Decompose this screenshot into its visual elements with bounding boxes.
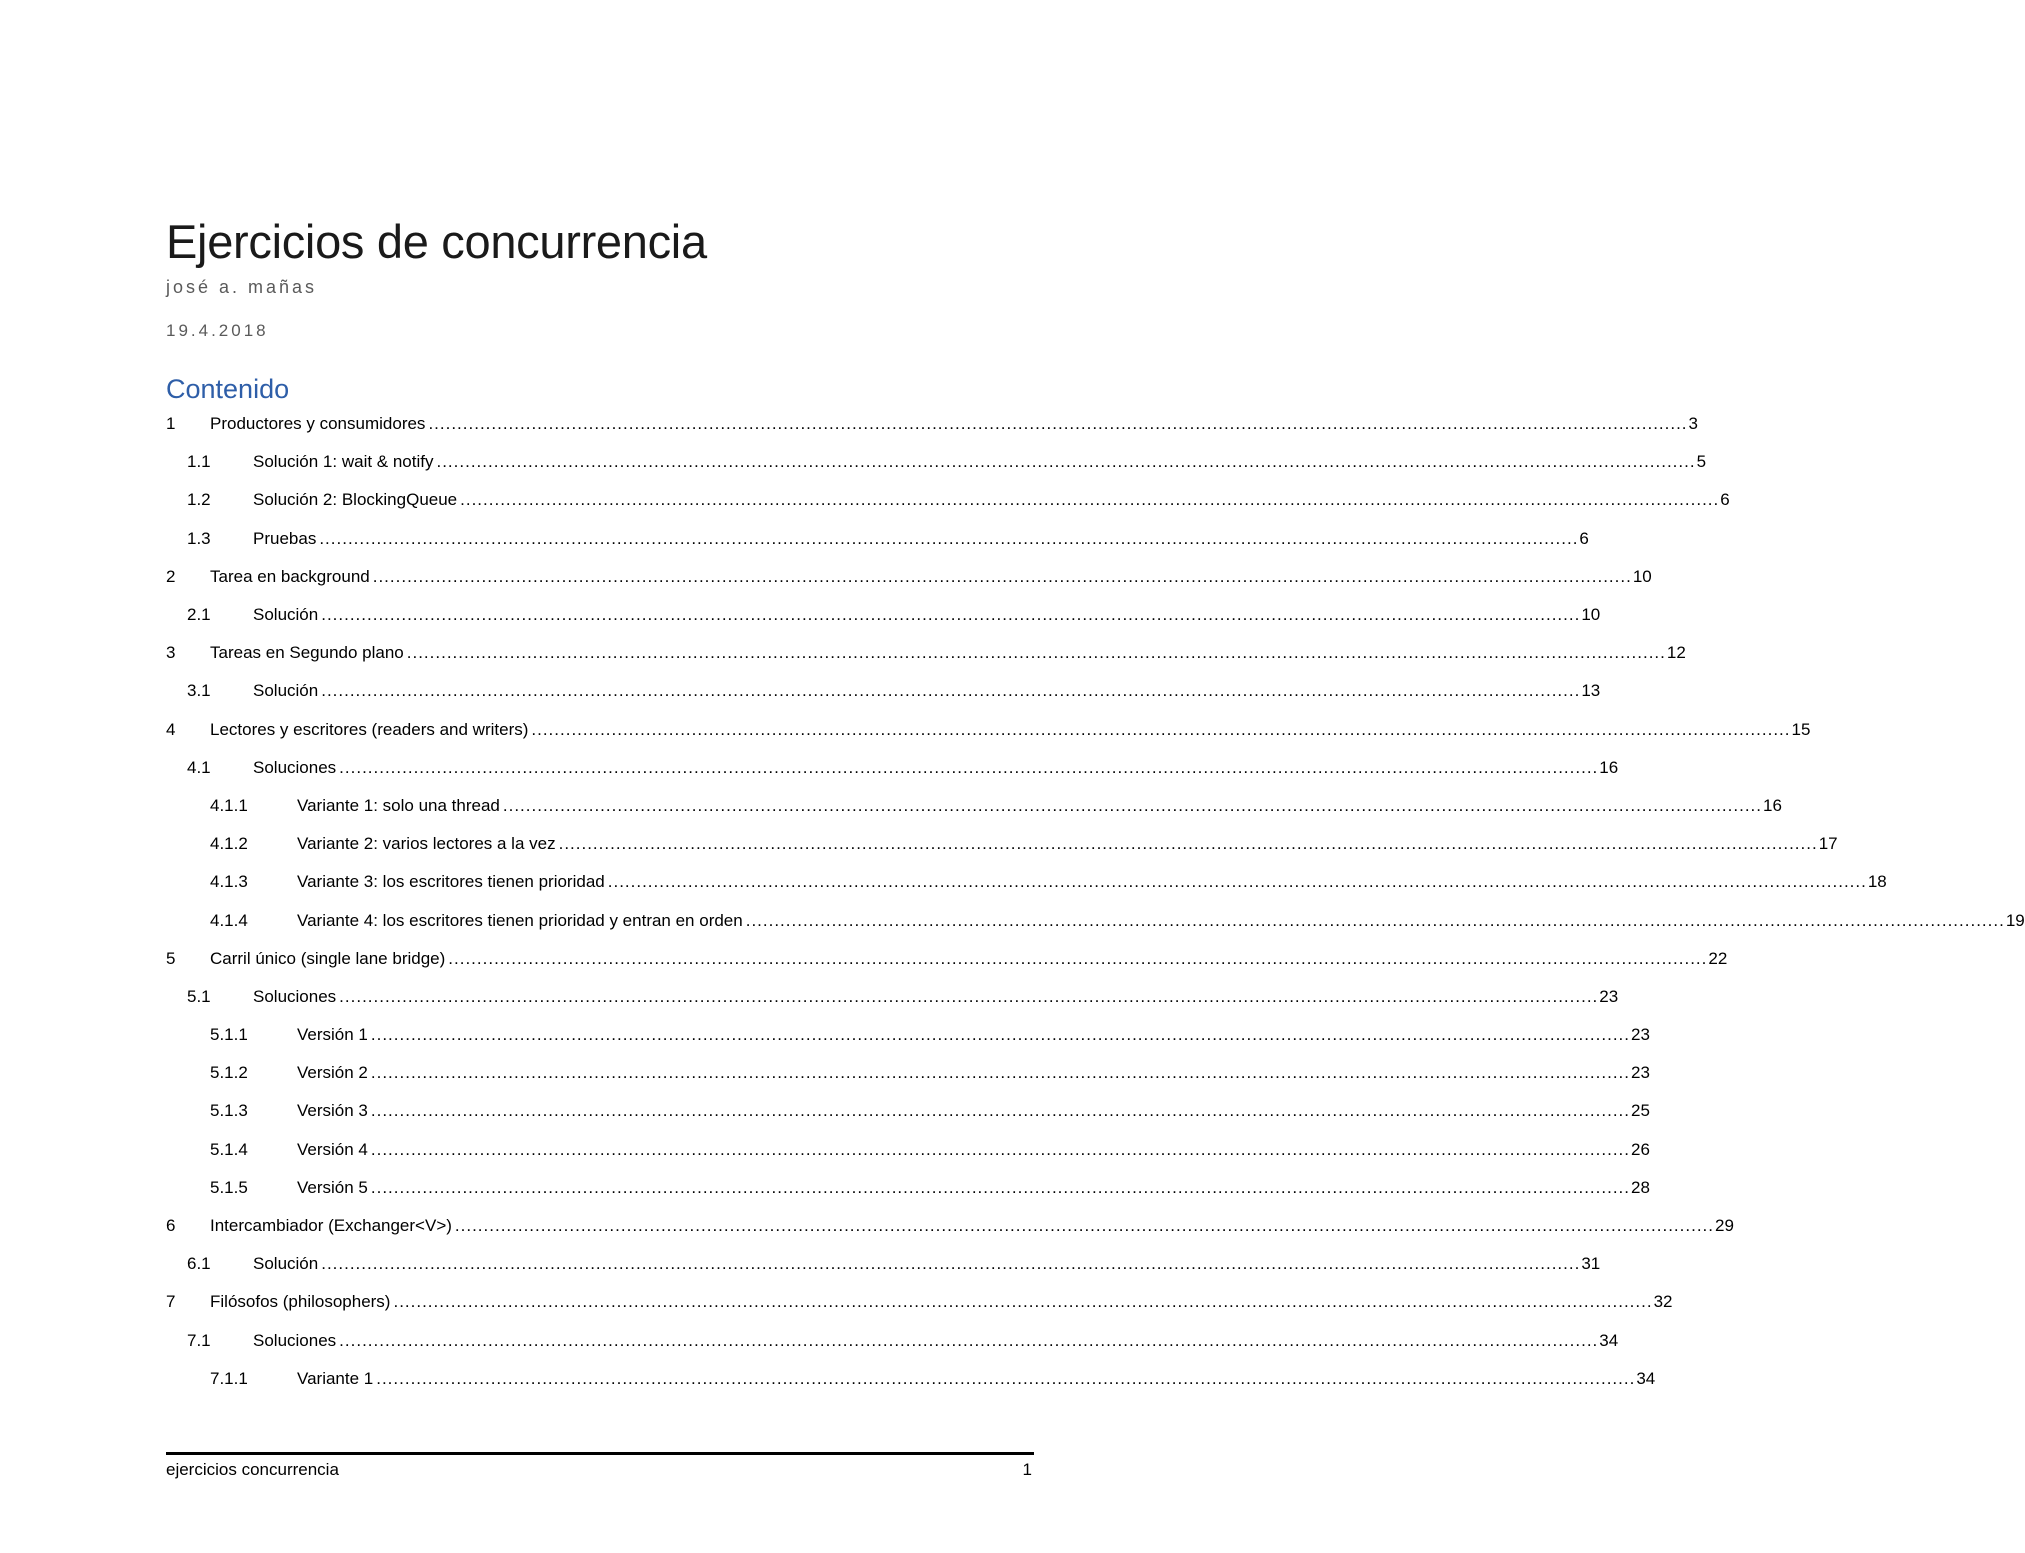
toc-entry[interactable]	[166, 749, 1619, 787]
toc-entry-title: Variante 3: los escritores tienen prioridad	[297, 872, 608, 892]
toc-entry[interactable]	[166, 1283, 1673, 1321]
toc-dot-leader: ............................................................................................................................................................................................................................	[502, 795, 1762, 815]
toc-entry-title: Soluciones	[253, 1331, 339, 1351]
toc-entry-number: 5.1.1	[210, 1025, 248, 1045]
toc-entry-page: 29	[1715, 1216, 1734, 1236]
toc-entry[interactable]	[166, 1054, 1650, 1092]
toc-entry-line	[253, 986, 1619, 1007]
toc-entry-line	[210, 414, 1698, 434]
document-author: josé a. mañas	[166, 277, 318, 297]
toc-entry-line	[210, 1216, 1734, 1236]
toc-entry-title: Solución 1: wait & notify	[253, 452, 436, 472]
toc-entry-title: Filósofos (philosophers)	[210, 1292, 393, 1312]
toc-entry[interactable]	[166, 1360, 1656, 1398]
toc-entry-number: 7.1.1	[210, 1368, 248, 1388]
toc-entry-number: 1.1	[187, 452, 211, 472]
document-title: Ejercicios de concurrencia	[166, 215, 707, 268]
toc-entry[interactable]	[166, 1245, 1601, 1283]
toc-entry-title: Versión 3	[297, 1101, 371, 1121]
toc-entry[interactable]	[166, 711, 1811, 749]
toc-entry-line	[253, 528, 1589, 549]
table-of-contents	[166, 405, 2025, 1398]
toc-entry-number: 4.1	[187, 757, 211, 777]
toc-entry-number: 2	[166, 566, 176, 586]
toc-entry-line	[210, 948, 1728, 969]
toc-entry-page: 32	[1653, 1292, 1673, 1312]
toc-entry[interactable]	[166, 1322, 1619, 1360]
toc-dot-leader: ............................................................................................................................................................................................................................	[339, 757, 1599, 777]
toc-entry[interactable]	[166, 940, 1728, 978]
toc-entry-line	[253, 490, 1730, 510]
toc-entry-line	[297, 795, 1782, 816]
toc-entry-page: 12	[1666, 643, 1686, 663]
toc-entry-page: 23	[1599, 986, 1619, 1006]
footer-rule	[166, 1452, 1034, 1455]
toc-entry-page: 6	[1720, 490, 1730, 510]
toc-entry[interactable]	[166, 520, 1589, 558]
toc-entry-title: Intercambiador (Exchanger<V>)	[210, 1216, 455, 1236]
toc-entry[interactable]	[166, 1207, 1734, 1245]
toc-entry-page: 23	[1630, 1063, 1650, 1083]
toc-dot-leader: ............................................................................................................................................................................................................................	[339, 986, 1599, 1006]
toc-entry-title: Soluciones	[253, 987, 339, 1007]
toc-entry-number: 6.1	[187, 1254, 211, 1274]
toc-dot-leader: ............................................................................................................................................................................................................................	[321, 1254, 1581, 1274]
toc-entry-number: 5.1.5	[210, 1177, 248, 1197]
toc-entry-page: 15	[1791, 719, 1811, 739]
toc-entry-line	[253, 681, 1601, 701]
toc-entry-number: 5	[166, 948, 176, 968]
toc-entry-title: Versión 2	[297, 1063, 371, 1083]
toc-dot-leader: ............................................................................................................................................................................................................................	[339, 1330, 1599, 1350]
toc-dot-leader: ............................................................................................................................................................................................................................	[370, 1177, 1630, 1197]
toc-entry[interactable]	[166, 481, 1730, 519]
toc-entry[interactable]	[166, 1016, 1650, 1054]
toc-entry-number: 4.1.4	[210, 910, 248, 930]
toc-entry-page: 16	[1599, 757, 1619, 777]
toc-entry-line	[297, 1063, 1650, 1083]
toc-entry-page: 18	[1867, 872, 1887, 892]
toc-dot-leader: ............................................................................................................................................................................................................................	[370, 1139, 1630, 1159]
toc-entry-title: Variante 1: solo una thread	[297, 796, 503, 816]
toc-entry-page: 10	[1632, 566, 1652, 586]
toc-dot-leader: ............................................................................................................................................................................................................................	[321, 605, 1581, 625]
toc-entry[interactable]	[166, 596, 1601, 634]
toc-entry[interactable]	[166, 863, 1887, 901]
toc-entry-page: 28	[1630, 1177, 1650, 1197]
toc-entry-title: Tarea en background	[210, 567, 373, 587]
toc-entry-line	[210, 566, 1652, 587]
toc-dot-leader: ............................................................................................................................................................................................................................	[321, 681, 1581, 701]
toc-entry[interactable]	[166, 978, 1619, 1016]
toc-entry-line	[210, 1292, 1673, 1312]
toc-entry-page: 3	[1688, 414, 1698, 434]
toc-entry[interactable]	[166, 787, 1782, 825]
toc-entry-title: Soluciones	[253, 758, 339, 778]
toc-entry-title: Lectores y escritores (readers and writers)	[210, 720, 531, 740]
toc-entry-line	[297, 1025, 1650, 1045]
toc-dot-leader: ............................................................................................................................................................................................................................	[428, 414, 1688, 434]
toc-entry-page: 22	[1708, 948, 1728, 968]
toc-entry-number: 4.1.1	[210, 795, 248, 815]
toc-entry-number: 5.1.3	[210, 1101, 248, 1121]
toc-entry-title: Pruebas	[253, 529, 319, 549]
toc-entry-page: 10	[1581, 605, 1601, 625]
toc-entry-title: Tareas en Segundo plano	[210, 643, 407, 663]
toc-entry-title: Carril único (single lane bridge)	[210, 949, 448, 969]
toc-entry-line	[297, 834, 1838, 854]
toc-entry[interactable]	[166, 1131, 1650, 1169]
toc-entry-page: 17	[1818, 834, 1838, 854]
toc-entry[interactable]	[166, 443, 1707, 481]
toc-entry-number: 7	[166, 1292, 176, 1312]
toc-dot-leader: ............................................................................................................................................................................................................................	[370, 1063, 1630, 1083]
toc-dot-leader: ............................................................................................................................................................................................................................	[370, 1101, 1630, 1121]
toc-dot-leader: ............................................................................................................................................................................................................................	[558, 834, 1818, 854]
toc-dot-leader: ............................................................................................................................................................................................................................	[745, 910, 2005, 930]
footer-document-name: ejercicios concurrencia	[166, 1460, 339, 1479]
toc-entry[interactable]	[166, 672, 1601, 710]
toc-entry-page: 25	[1630, 1101, 1650, 1121]
toc-entry-title: Solución	[253, 681, 321, 701]
toc-entry-line	[210, 719, 1811, 740]
toc-entry[interactable]	[166, 634, 1686, 672]
toc-dot-leader: ............................................................................................................................................................................................................................	[376, 1368, 1636, 1388]
toc-entry-line	[253, 757, 1619, 778]
toc-entry-line	[297, 1139, 1650, 1160]
toc-entry-number: 1.2	[187, 490, 211, 510]
toc-entry-page: 34	[1599, 1330, 1619, 1350]
toc-entry-page: 31	[1581, 1254, 1601, 1274]
toc-entry-line	[297, 1101, 1650, 1121]
toc-entry-title: Versión 4	[297, 1140, 371, 1160]
toc-dot-leader: ............................................................................................................................................................................................................................	[370, 1025, 1630, 1045]
toc-entry-page: 19	[2005, 910, 2025, 930]
toc-dot-leader: ............................................................................................................................................................................................................................	[406, 643, 1666, 663]
toc-dot-leader: ............................................................................................................................................................................................................................	[372, 566, 1632, 586]
toc-entry-line	[297, 872, 1887, 892]
toc-entry-number: 5.1	[187, 986, 211, 1006]
toc-entry[interactable]	[166, 558, 1652, 596]
toc-entry-line	[297, 910, 2025, 931]
toc-entry-title: Versión 5	[297, 1178, 371, 1198]
toc-entry-title: Solución 2: BlockingQueue	[253, 490, 460, 510]
toc-dot-leader: ............................................................................................................................................................................................................................	[436, 452, 1696, 472]
toc-entry-number: 4.1.3	[210, 872, 248, 892]
toc-heading: Contenido	[166, 374, 290, 404]
toc-entry[interactable]	[166, 825, 1838, 863]
toc-entry-title: Variante 1	[297, 1369, 376, 1389]
toc-entry-line	[297, 1368, 1656, 1389]
toc-entry[interactable]	[166, 901, 2025, 939]
toc-dot-leader: ............................................................................................................................................................................................................................	[454, 1216, 1714, 1236]
toc-entry-number: 3.1	[187, 681, 211, 701]
toc-entry-title: Solución	[253, 1254, 321, 1274]
toc-dot-leader: ............................................................................................................................................................................................................................	[531, 719, 1791, 739]
toc-entry-number: 2.1	[187, 605, 211, 625]
toc-entry-title: Solución	[253, 605, 321, 625]
toc-entry-number: 1	[166, 414, 176, 434]
toc-entry-line	[297, 1177, 1650, 1198]
toc-entry-page: 26	[1630, 1139, 1650, 1159]
document-date: 19.4.2018	[166, 321, 269, 340]
toc-entry-number: 5.1.4	[210, 1139, 248, 1159]
toc-entry-number: 4	[166, 719, 176, 739]
toc-entry[interactable]	[166, 405, 1698, 443]
toc-entry-number: 7.1	[187, 1330, 211, 1350]
toc-dot-leader: ............................................................................................................................................................................................................................	[393, 1292, 1653, 1312]
toc-entry-title: Versión 1	[297, 1025, 371, 1045]
toc-entry-number: 1.3	[187, 528, 211, 548]
toc-entry-page: 16	[1762, 795, 1782, 815]
toc-dot-leader: ............................................................................................................................................................................................................................	[448, 948, 1708, 968]
toc-entry-number: 5.1.2	[210, 1063, 248, 1083]
toc-entry-page: 6	[1579, 528, 1589, 548]
footer-page-number: 1	[1022, 1460, 1032, 1479]
toc-dot-leader: ............................................................................................................................................................................................................................	[319, 528, 1579, 548]
toc-entry-line	[253, 1254, 1601, 1274]
toc-entry-title: Productores y consumidores	[210, 414, 428, 434]
toc-entry-number: 6	[166, 1216, 176, 1236]
toc-entry-line	[253, 1330, 1619, 1351]
toc-dot-leader: ............................................................................................................................................................................................................................	[607, 872, 1867, 892]
toc-entry-page: 34	[1636, 1368, 1656, 1388]
toc-entry-line	[210, 643, 1686, 663]
toc-entry-number: 4.1.2	[210, 834, 248, 854]
toc-entry[interactable]	[166, 1169, 1650, 1207]
toc-entry[interactable]	[166, 1092, 1650, 1130]
toc-entry-page: 13	[1581, 681, 1601, 701]
toc-entry-title: Variante 4: los escritores tienen prioridad y entran en orden	[297, 911, 746, 931]
toc-entry-number: 3	[166, 643, 176, 663]
toc-entry-line	[253, 605, 1601, 625]
toc-entry-page: 5	[1696, 452, 1707, 472]
toc-entry-line	[253, 452, 1707, 472]
toc-entry-page: 23	[1630, 1025, 1650, 1045]
toc-dot-leader: ............................................................................................................................................................................................................................	[460, 490, 1720, 510]
toc-entry-title: Variante 2: varios lectores a la vez	[297, 834, 559, 854]
